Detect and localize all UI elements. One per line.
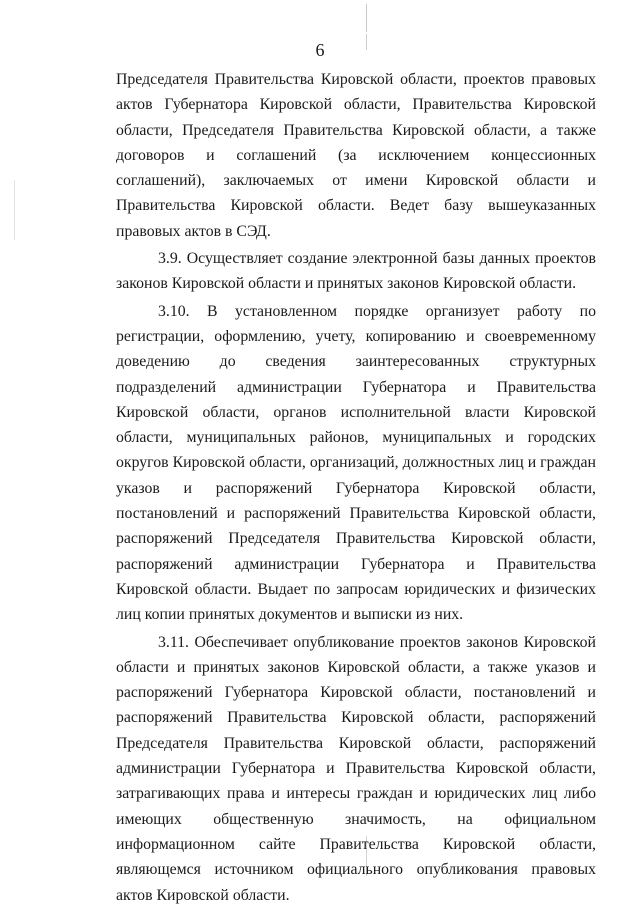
paragraph-3-9: 3.9. Осуществляет создание электронной базы данных проектов законов Кировской области и принятых законов Кировской области. bbox=[116, 250, 596, 293]
scan-artifact-line-top bbox=[366, 4, 367, 32]
page-number: 6 bbox=[315, 40, 325, 60]
document-body bbox=[116, 67, 596, 910]
scan-artifact-left-edge bbox=[14, 180, 15, 240]
paragraph-3-11: 3.11. Обеспечивает опубликование проектов законов Кировской области и принятых законов Кировской области, а также указов и распоряжений Губернатора Кировской области, постановлений и распоряжений Правительства Кировской области, распоряжений Председателя Правительства Кировской области, распоряжений администрации Губернатора и Правительства Кировской области, затрагивающих права и интересы граждан и юридических лиц либо имеющих общественную значимость, на официальном информационном сайте Правительства Кировской области, являющемся источником официального опубликования правовых актов Кировской области. bbox=[116, 633, 596, 904]
paragraph-3-10: 3.10. В установленном порядке организует работу по регистрации, оформлению, учету, копированию и своевременному доведению до сведения заинтересованных структурных подразделений администрации Губернатора и Правительства Кировской области, органов исполнительной власти Кировской области, муниципальных районов, муниципальных и городских округов Кировской области, организаций, должностных лиц и граждан указов и распоряжений Губернатора Кировской области, постановлений и распоряжений Правительства Кировской области, распоряжений Председателя Правительства Кировской области, распоряжений администрации Губернатора и Правительства Кировской области. Выдает по запросам юридических и физических лиц копии принятых документов и выписки из них. bbox=[116, 302, 596, 624]
paragraph-continuation: Председателя Правительства Кировской области, проектов правовых актов Губернатора Кировской области, Правительства Кировской области, Председателя Правительства Кировской области, а также договоров и соглашений (за исключением концессионных соглашений), заключаемых от имени Кировской области и Правительства Кировской области. Ведет базу вышеуказанных правовых актов в СЭД. bbox=[116, 71, 596, 240]
